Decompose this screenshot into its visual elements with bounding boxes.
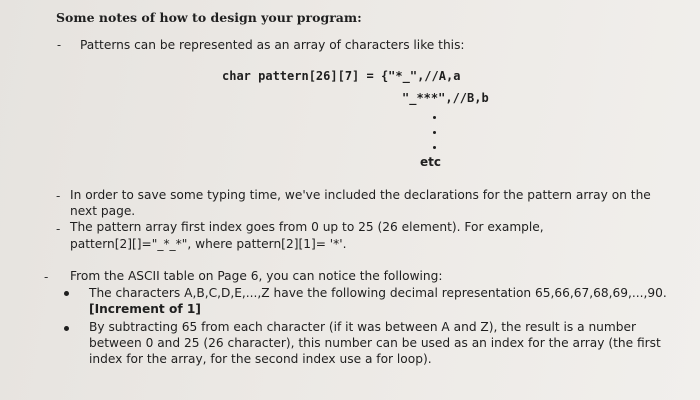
section1-dash: - <box>57 38 62 52</box>
code-line-1: char pattern[26][7] = {"*_",//A,a <box>222 69 461 83</box>
code-line-2: "_***",//B,b <box>402 91 489 105</box>
item1-line2: next page. <box>70 204 136 218</box>
ellipsis-dot <box>433 116 436 119</box>
subbullet1-line2: [Increment of 1] <box>89 302 201 316</box>
item1-line1: In order to save some typing time, we've included the declarations for the pattern array on the <box>70 188 651 202</box>
subbullet2-line1: By subtracting 65 from each character (if it was between A and Z), the result is a number <box>89 320 637 334</box>
section1-text: Patterns can be represented as an array of characters like this: <box>80 38 465 52</box>
subbullet1-line1: The characters A,B,C,D,E,...,Z have the following decimal representation 65,66,67,68,69,...,90. <box>89 286 667 300</box>
item2-dash: - <box>56 222 61 236</box>
subbullet2-line3: index for the array, for the second index use a for loop). <box>89 352 432 366</box>
subbullet2-line2: between 0 and 25 (26 character), this number can be used as an index for the array (the first <box>89 336 661 350</box>
item3-dash: - <box>44 270 49 284</box>
item1-dash: - <box>56 189 61 203</box>
page-title: Some notes of how to design your program: <box>56 10 362 25</box>
ellipsis-dot <box>433 131 436 134</box>
bullet-icon <box>64 291 69 296</box>
etc-label: etc <box>420 155 441 169</box>
bullet-icon <box>64 326 69 331</box>
item3-line1: From the ASCII table on Page 6, you can notice the following: <box>70 269 443 283</box>
ellipsis-dot <box>433 146 436 149</box>
item2-line2: pattern[2][]="_*_*", where pattern[2][1]= '*'. <box>70 237 347 251</box>
item2-line1: The pattern array first index goes from 0 up to 25 (26 element). For example, <box>70 220 544 234</box>
